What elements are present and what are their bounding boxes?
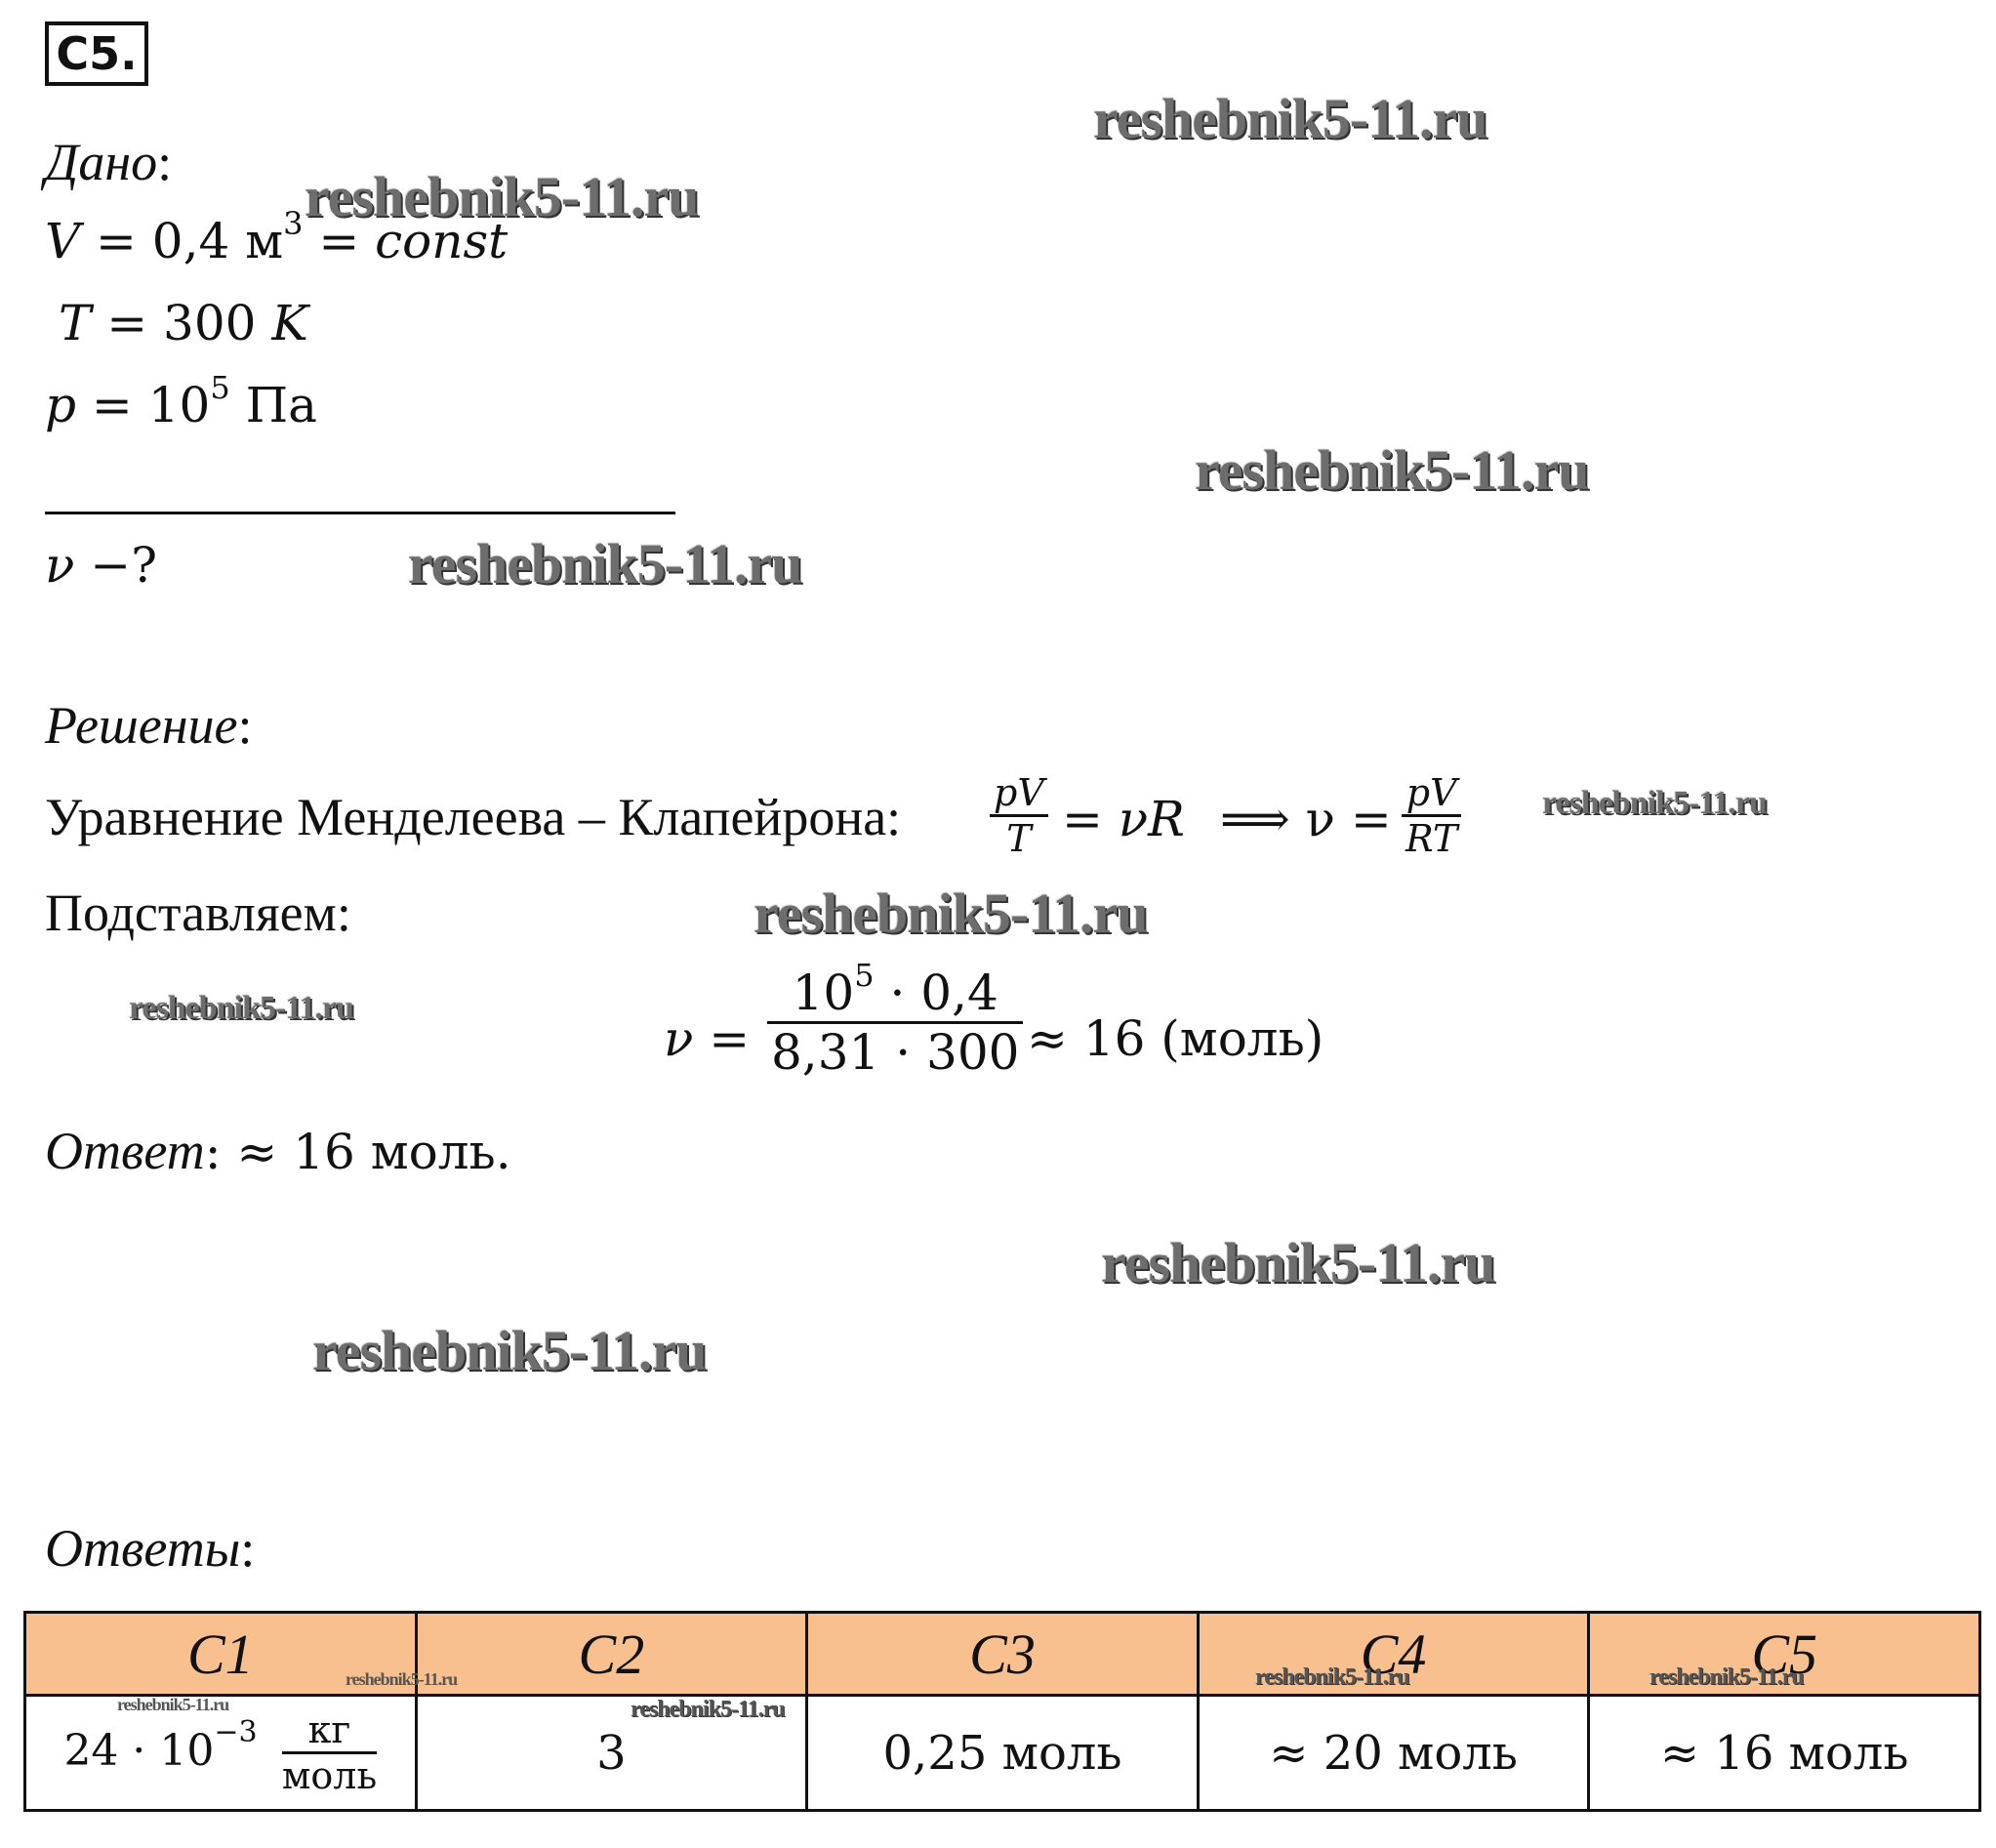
answers-col-c2: C2	[416, 1613, 807, 1696]
watermark: reshebnik5-11.ru	[1195, 438, 1589, 502]
answer-line: Ответ: ≈ 16 моль.	[45, 1122, 511, 1180]
watermark: reshebnik5-11.ru	[117, 1695, 229, 1714]
watermark: reshebnik5-11.ru	[1650, 1664, 1804, 1690]
find-quantity: ν −?	[45, 537, 158, 594]
law-middle: = νR	[1062, 791, 1185, 847]
watermark: reshebnik5-11.ru	[1093, 87, 1487, 150]
law-arrow: ⟹ ν =	[1220, 791, 1392, 847]
answer-c1: $24 \cdot 10^{-3}$ $\frac{кг}{\text{моль}}$	[25, 1696, 417, 1811]
answer-c2: 3	[416, 1696, 807, 1811]
watermark: reshebnik5-11.ru	[408, 532, 802, 595]
answers-value-row	[25, 1696, 1980, 1811]
watermark: reshebnik5-11.ru	[305, 165, 699, 228]
answer-c3: 0,25 моль	[807, 1696, 1199, 1811]
watermark: reshebnik5-11.ru	[129, 990, 353, 1026]
given-divider	[45, 512, 675, 514]
law-text: Уравнение Менделеева – Клапейрона:	[45, 788, 902, 846]
problem-label: C5.	[45, 21, 148, 86]
calc-fraction: $10^5 \cdot 0,4$ 8,31 · 300	[767, 965, 1023, 1081]
answer-c5: ≈ 16 моль	[1589, 1696, 1980, 1811]
watermark: reshebnik5-11.ru	[346, 1669, 458, 1689]
answer-c4: ≈ 20 моль	[1198, 1696, 1589, 1811]
calc-result: ≈ 16 (моль)	[1027, 1010, 1324, 1067]
given-temperature: T = 300 K	[59, 295, 308, 351]
given-pressure: $p = 10^5$ Па	[45, 369, 317, 433]
watermark: reshebnik5-11.ru	[1542, 785, 1767, 821]
answers-table	[23, 1611, 1981, 1812]
watermark: reshebnik5-11.ru	[1255, 1664, 1409, 1690]
given-volume: V = 0,4 $м^3$ = const	[45, 205, 509, 269]
answers-col-c5: C5	[1589, 1613, 1980, 1696]
watermark: reshebnik5-11.ru	[631, 1697, 785, 1722]
answers-heading: Ответы:	[45, 1519, 256, 1578]
solution-heading: Решение:	[45, 696, 253, 755]
watermark: reshebnik5-11.ru	[1101, 1231, 1495, 1294]
law-lhs-fraction: pV T	[990, 771, 1048, 860]
answers-col-c4: C4	[1198, 1613, 1589, 1696]
substitute-text: Подставляем:	[45, 883, 351, 942]
watermark: reshebnik5-11.ru	[754, 882, 1148, 945]
answers-col-c3: C3	[807, 1613, 1199, 1696]
answers-col-c1: C1	[25, 1613, 417, 1696]
given-heading: Дано:	[45, 133, 173, 191]
law-rhs-fraction: pV RT	[1402, 771, 1461, 860]
calc-lhs: ν =	[664, 1010, 751, 1067]
watermark: reshebnik5-11.ru	[312, 1319, 707, 1382]
answer-c1-unit: $\frac{кг}{\text{моль}}$	[281, 1708, 378, 1797]
